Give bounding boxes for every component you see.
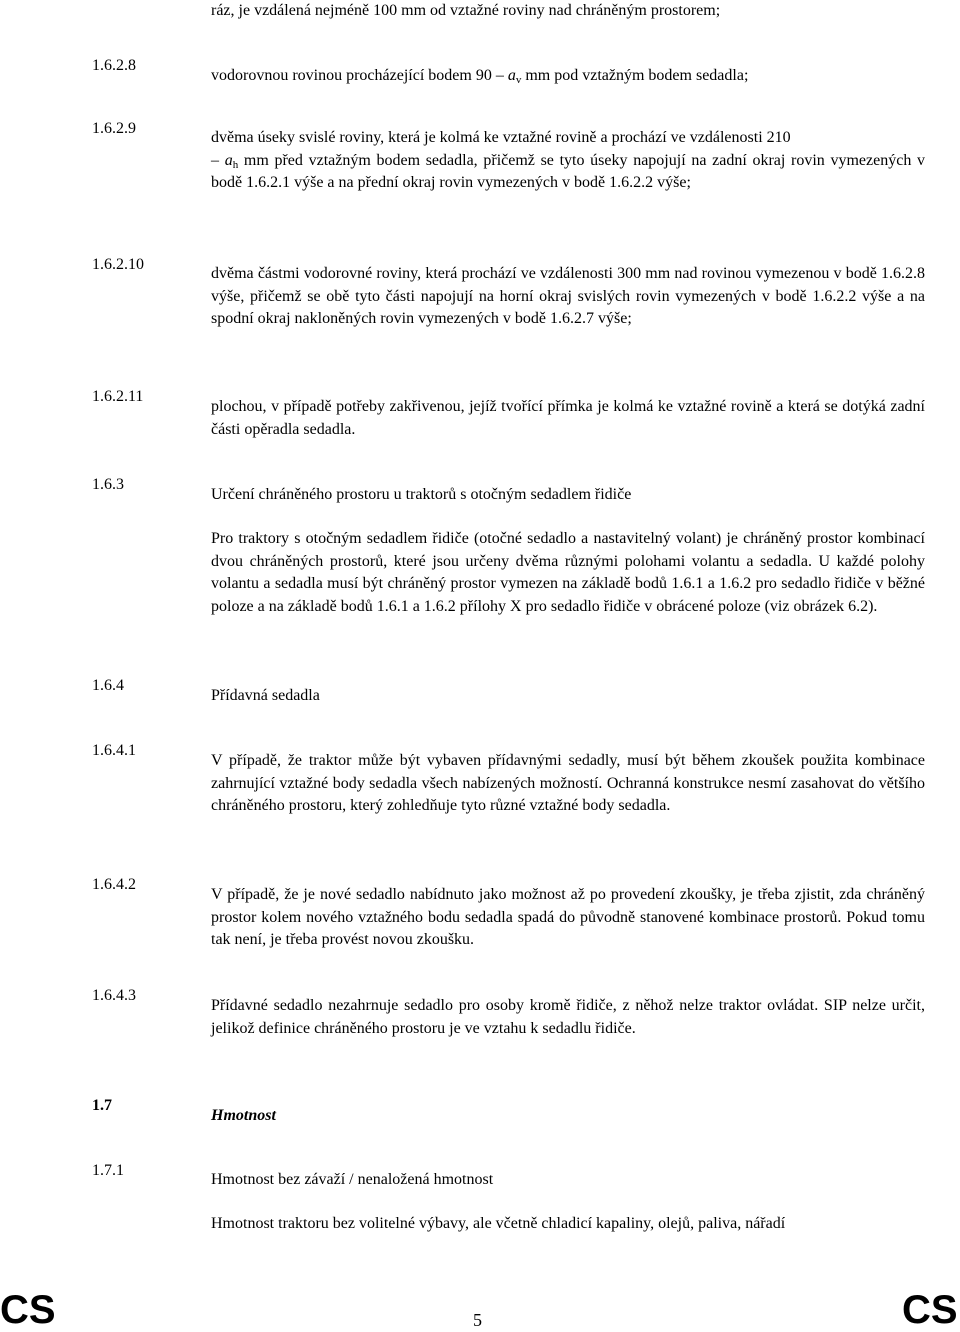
section-number-1-6-4: 1.6.4 [92,677,124,694]
section-number-1-6-4-2: 1.6.4.2 [92,876,136,893]
footer-language-mark-right: CS [902,1288,958,1332]
section-text-1-6-2-11: plochou, v případě potřeby zakřivenou, jejíž tvořící přímka je kolmá ke vztažné rovině a která se dotýká zadní části opěradla sedadla. [211,398,925,438]
paragraph-mass-definition: Hmotnost traktoru bez volitelné výbavy, ale včetně chladicí kapaliny, olejů, paliva, nářadí [211,1215,786,1232]
section-number-1-6-2-8: 1.6.2.8 [92,57,136,74]
section-text-1-6-2-9: dvěma úseky svislé roviny, která je kolmá ke vztažné rovině a prochází ve vzdálenosti 210 – $a_h$ mm před vztažným bodem sedadla, přičemž se tyto úseky napojují na zadní okraj rovin vymezených v bodě 1.6.2.1 výše a na přední okraj rovin vymezených v bodě 1.6.2.2 výše; [211,129,926,192]
section-text-1-6-2-8: vodorovnou rovinou procházející bodem $90 - a_v$ mm pod vztažným bodem sedadla; [211,67,749,86]
footer-language-mark-left: CS [0,1288,56,1332]
section-number-1-6-3: 1.6.3 [92,476,124,493]
section-number-1-7: 1.7 [92,1097,112,1114]
section-heading-1-7-1: Hmotnost bez závaží / nenaložená hmotnost [211,1171,494,1188]
section-text-1-6-4-1: V případě, že traktor může být vybaven přídavnými sedadly, musí být během zkoušek použita kombinace zahrnující vztažné body sedadla všech nabízených možností. Ochranná konstrukce nesmí zasahovat do většího chráněného prostoru, který zohledňuje tyto různé vztažné body sedadla. [211,752,925,815]
section-heading-1-6-3: Určení chráněného prostoru u traktorů s otočným sedadlem řidiče [211,486,632,503]
section-number-1-7-1: 1.7.1 [92,1162,124,1179]
section-number-1-6-2-9: 1.6.2.9 [92,120,136,137]
section-heading-1-6-4: Přídavná sedadla [211,687,320,704]
section-text-1-6-4-3: Přídavné sedadlo nezahrnuje sedadlo pro osoby kromě řidiče, z něhož nelze traktor ovládat. SIP nelze určit, jelikož definice chráněného prostoru je ve vztahu k sedadlu řidiče. [211,997,925,1037]
section-number-1-6-4-3: 1.6.4.3 [92,987,136,1004]
section-text-1-6-2-10: dvěma částmi vodorovné roviny, která prochází ve vzdálenosti 300 mm nad rovinou vymezenou v bodě 1.6.2.8 výše, přičemž se obě tyto části napojují na horní okraj svislých rovin vymezených v bodě 1.6.2.2 výše a na spodní okraj nakloněných rovin vymezených v bodě 1.6.2.7 výše; [211,265,925,328]
paragraph-rotating-seat: Pro traktory s otočným sedadlem řidiče (otočné sedadlo a nastavitelný volant) je chráněný prostor kombinací dvou chráněných prostorů, které jsou určeny dvěma různými polohami volantu a sedadla. U každé polohy volantu a sedadla musí být chráněný prostor vymezen na základě bodů 1.6.1 a 1.6.2 pro sedadlo řidiče v běžné poloze a na základě bodů 1.6.1 a 1.6.2 přílohy X pro sedadlo řidiče v obrácené poloze (viz obrázek 6.2). [211,530,925,615]
section-number-1-6-2-11: 1.6.2.11 [92,388,144,405]
page-number: 5 [473,1310,482,1330]
section-text-1-6-4-2: V případě, že je nové sedadlo nabídnuto jako možnost až po provedení zkoušky, je třeba zjistit, zda chráněný prostor kolem nového vztažného bodu sedadla spadá do původně stanovené kombinace prostorů. Pokud tomu tak není, je třeba provést novou zkoušku. [211,886,925,949]
section-number-1-6-4-1: 1.6.4.1 [92,742,136,759]
continuation-text: ráz, je vzdálená nejméně 100 mm od vztažné roviny nad chráněným prostorem; [211,2,721,19]
section-heading-1-7: Hmotnost [211,1107,276,1124]
section-number-1-6-2-10: 1.6.2.10 [92,256,144,273]
